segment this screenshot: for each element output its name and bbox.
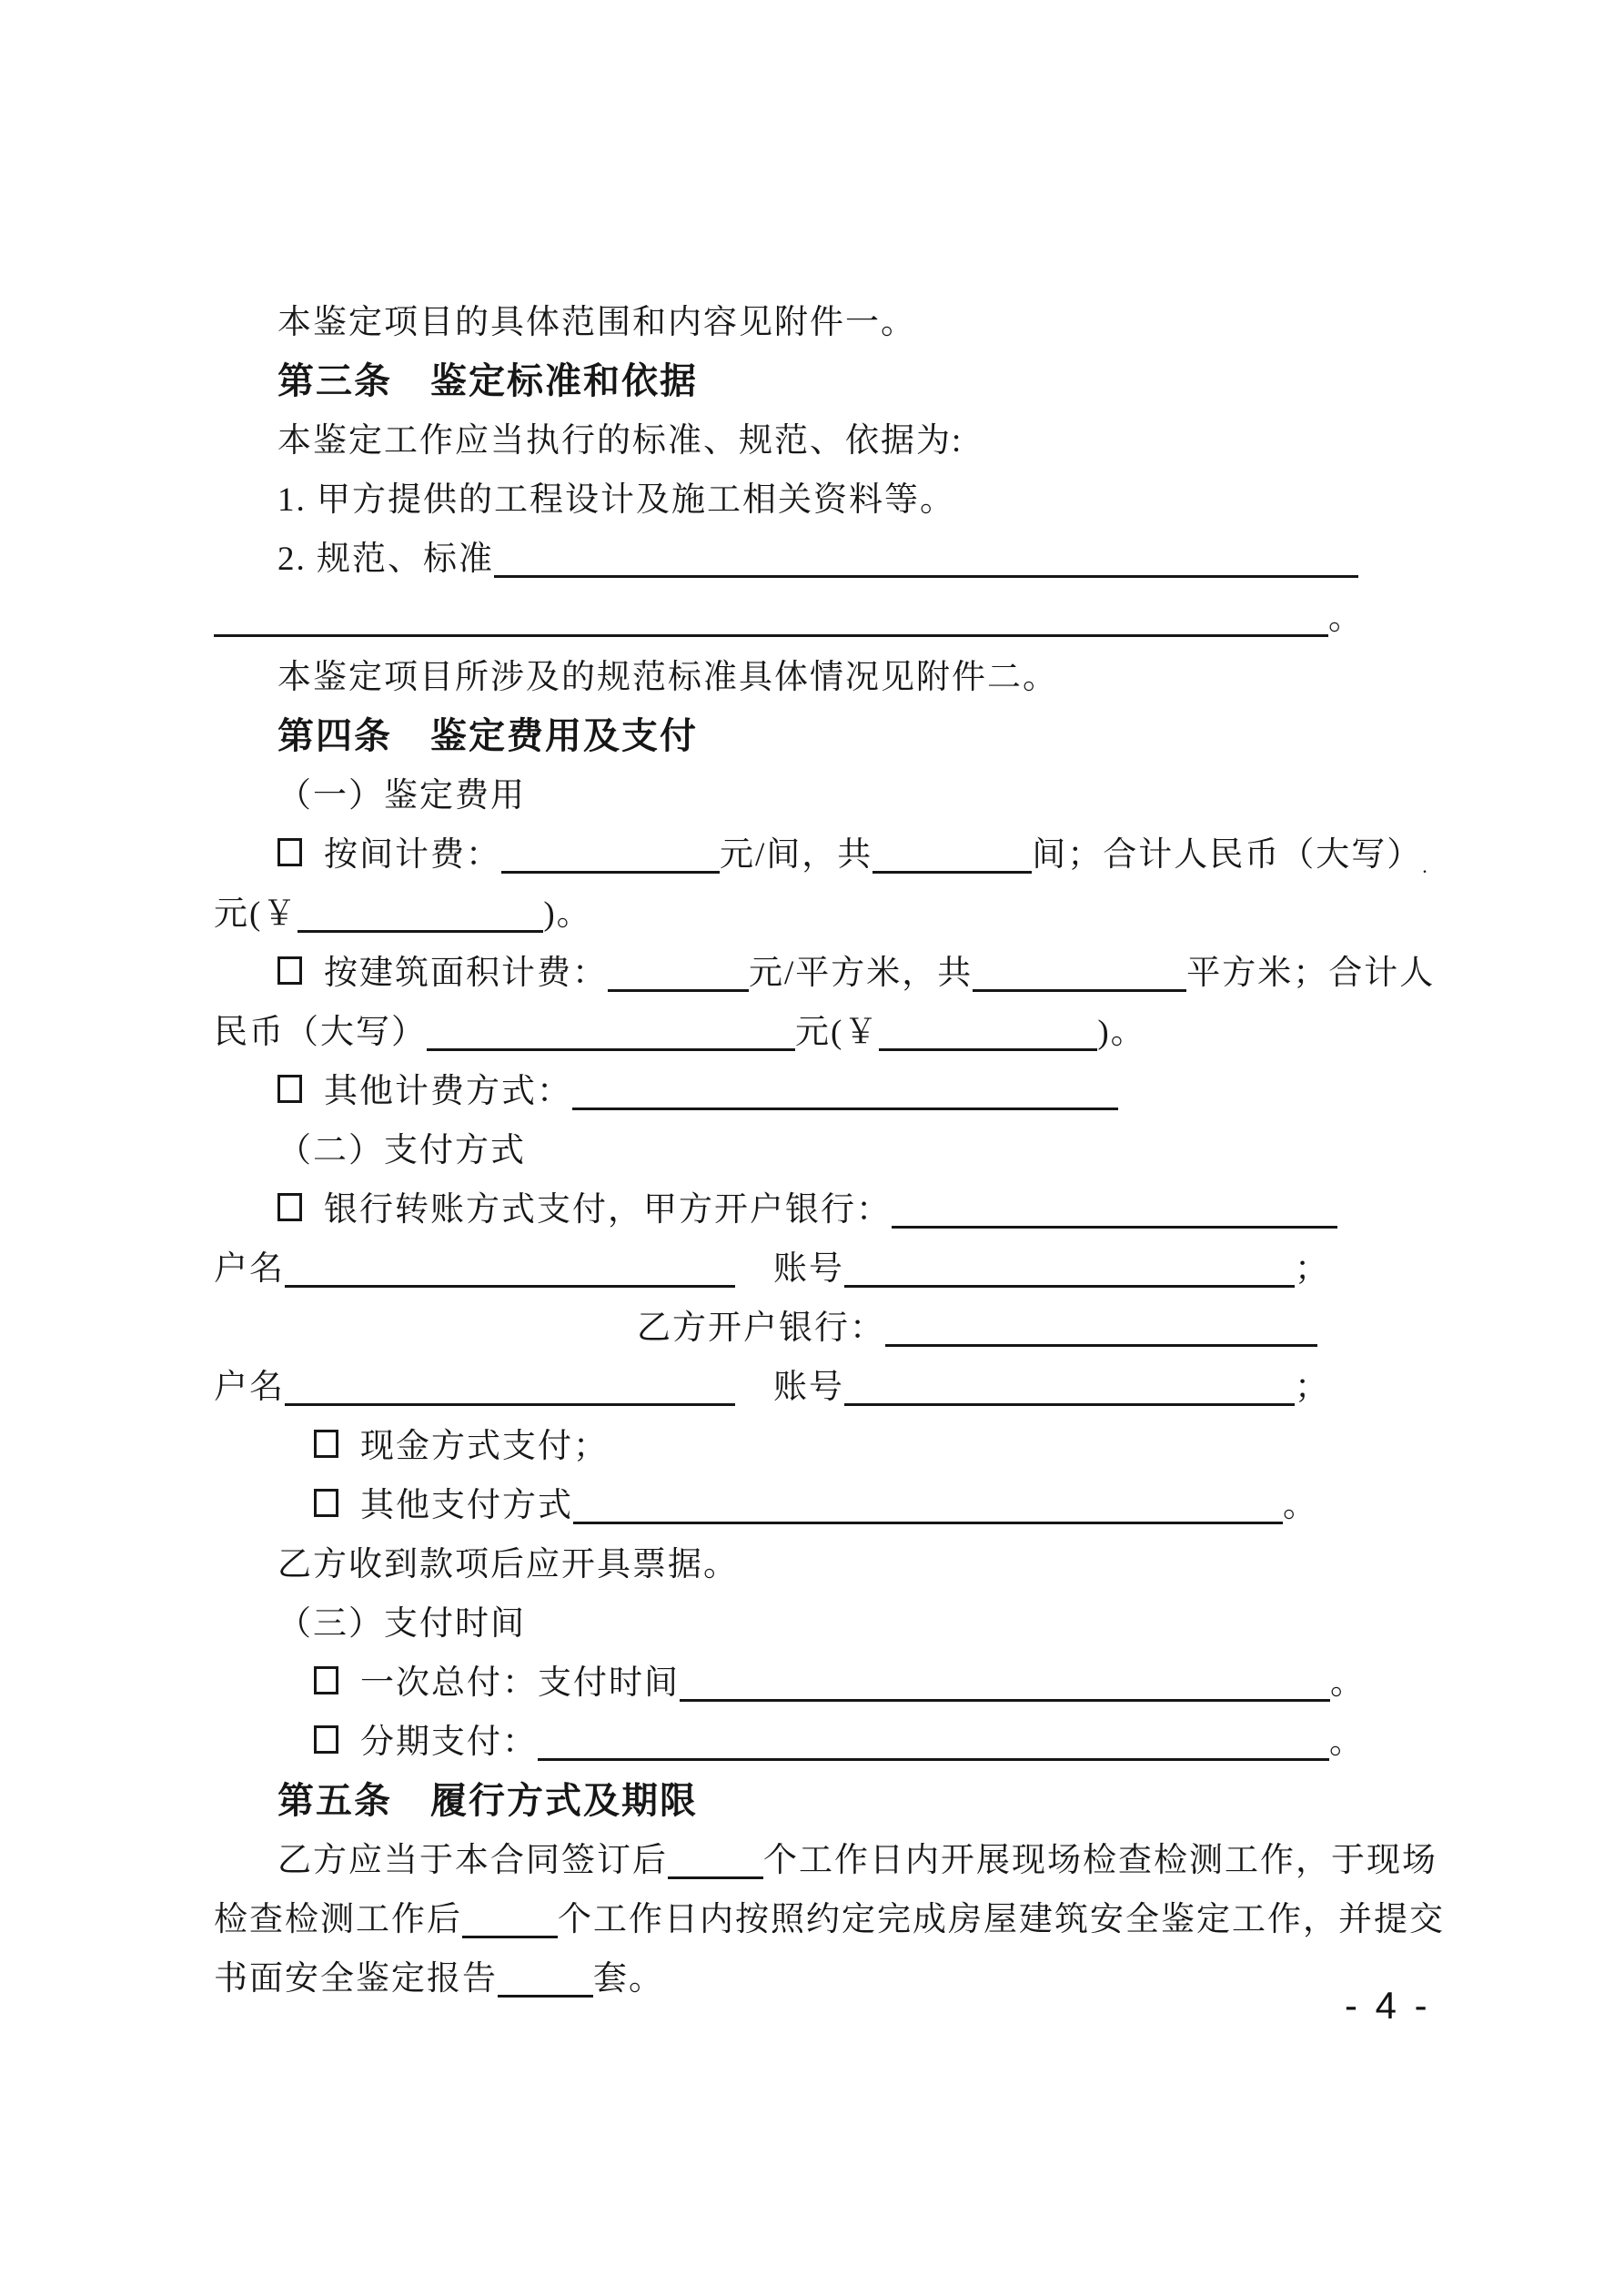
article3-item2-label: 2. 规范、标准 — [277, 541, 494, 578]
checkbox-fee-by-area[interactable] — [277, 956, 302, 985]
fee-other-blank[interactable] — [572, 1108, 1118, 1110]
account-name-label: 户名 — [214, 1250, 285, 1288]
amount-figures-blank[interactable] — [298, 930, 543, 933]
party-b-bank-label: 乙方开户银行： — [637, 1310, 885, 1347]
article5-p3b: 套。 — [593, 1960, 664, 1998]
price-per-room-blank[interactable] — [501, 871, 720, 874]
party-b-bank-line — [214, 1299, 1428, 1358]
party-a-account-name-blank[interactable] — [285, 1285, 735, 1288]
party-b-account-line — [214, 1358, 1428, 1417]
amount-suffix: )。 — [543, 895, 592, 933]
article5-para-line3 — [214, 1949, 1428, 2008]
article5-p1a: 乙方应当于本合同签订后 — [277, 1842, 668, 1879]
checkbox-pay-bank[interactable] — [277, 1193, 302, 1221]
account-name-label-b: 户名 — [214, 1369, 285, 1406]
article5-heading-text: 第五条 履行方式及期限 — [277, 1781, 698, 1821]
pay-other-option — [214, 1476, 1428, 1535]
checkbox-pay-installment[interactable] — [314, 1725, 338, 1754]
article4-heading — [214, 707, 1428, 766]
pay-once-option — [214, 1654, 1428, 1713]
fee-by-area-unit: 元/平方米，共 — [749, 955, 973, 992]
section-payment-title — [214, 1121, 1428, 1180]
item2-end-period: 。 — [1328, 600, 1364, 637]
checkbox-fee-other[interactable] — [277, 1075, 302, 1103]
section-paytime-title — [214, 1594, 1428, 1654]
checkbox-pay-once[interactable] — [314, 1666, 338, 1694]
article3-item1-text: 1. 甲方提供的工程设计及施工相关资料等。 — [277, 481, 955, 519]
fee-by-room-mid: 间；合计人民币（大写） — [1032, 836, 1423, 874]
article3-note — [214, 648, 1428, 707]
article5-heading — [214, 1772, 1428, 1831]
section-payment-title-text: （二）支付方式 — [277, 1132, 526, 1169]
article5-para-line2 — [214, 1890, 1445, 1949]
fee-by-area-mid: 平方米；合计人 — [1186, 955, 1436, 992]
party-b-bank-blank[interactable] — [885, 1344, 1317, 1347]
party-a-account-line — [214, 1239, 1428, 1299]
pay-installment-option — [214, 1713, 1428, 1772]
room-count-blank[interactable] — [873, 871, 1032, 874]
page-number: - 4 - — [1345, 1984, 1431, 2027]
area-amount-prefix: 元(￥ — [795, 1014, 880, 1051]
fee-by-room-option — [214, 825, 1428, 885]
article3-item2 — [214, 530, 1428, 589]
article5-para-line1 — [214, 1831, 1437, 1890]
workdays-start-blank[interactable] — [668, 1876, 763, 1879]
area-cont-prefix: 民币（大写） — [214, 1014, 427, 1051]
party-a-bank-blank[interactable] — [892, 1226, 1337, 1229]
section-fee-title — [214, 766, 1428, 825]
article5-p2b: 个工作日内按照约定完成房屋建筑安全鉴定工作，并提交 — [558, 1901, 1445, 1938]
area-amount-suffix: )。 — [1097, 1014, 1146, 1051]
fee-by-room-unit: 元/间，共 — [720, 836, 873, 874]
fee-by-area-amount — [214, 1003, 1428, 1062]
intro-text: 本鉴定项目的具体范围和内容见附件一。 — [277, 304, 916, 341]
party-b-account-no-blank[interactable] — [844, 1403, 1295, 1406]
amount-prefix: 元(￥ — [214, 895, 298, 933]
intro-paragraph — [214, 293, 1428, 352]
semicolon-b: ； — [1295, 1369, 1330, 1406]
pay-other-blank[interactable] — [573, 1522, 1283, 1524]
pay-once-period: 。 — [1330, 1664, 1366, 1702]
article3-item2-continuation — [214, 589, 1428, 648]
article3-heading — [214, 352, 1428, 411]
checkbox-pay-other[interactable] — [314, 1489, 338, 1517]
account-no-label: 账号 — [773, 1250, 844, 1288]
section-paytime-title-text: （三）支付时间 — [277, 1605, 526, 1643]
pay-once-label: 一次总付：支付时间 — [360, 1664, 680, 1702]
standards-fill-blank-line2[interactable] — [214, 634, 1328, 637]
checkbox-fee-by-room[interactable] — [277, 838, 302, 866]
fee-by-room-amount — [214, 885, 1428, 944]
article4-heading-text: 第四条 鉴定费用及支付 — [277, 716, 698, 756]
fee-by-area-option — [214, 944, 1436, 1003]
area-amount-figures-blank[interactable] — [879, 1048, 1097, 1051]
pay-installment-blank[interactable] — [538, 1758, 1329, 1761]
pay-installment-label: 分期支付： — [360, 1724, 538, 1761]
article5-p3a: 书面安全鉴定报告 — [214, 1960, 498, 1998]
fee-by-area-label: 按建筑面积计费： — [324, 955, 608, 992]
standards-fill-blank[interactable] — [494, 575, 1358, 578]
article5-p2a: 检查检测工作后 — [214, 1901, 462, 1938]
workdays-finish-blank[interactable] — [462, 1936, 558, 1938]
section-fee-title-text: （一）鉴定费用 — [277, 777, 526, 814]
article3-lead — [214, 411, 1428, 470]
receipt-note — [214, 1535, 1428, 1594]
fee-by-room-label: 按间计费： — [324, 836, 501, 874]
article3-note-text: 本鉴定项目所涉及的规范标准具体情况见附件二。 — [277, 659, 1058, 696]
article5-p1b: 个工作日内开展现场检查检测工作，于现场 — [763, 1842, 1437, 1879]
receipt-note-text: 乙方收到款项后应开具票据。 — [277, 1546, 739, 1583]
stray-dot: . — [1422, 855, 1427, 877]
pay-other-period: 。 — [1283, 1487, 1318, 1524]
area-total-blank[interactable] — [973, 989, 1186, 992]
pay-once-time-blank[interactable] — [680, 1699, 1330, 1702]
price-per-sqm-blank[interactable] — [608, 989, 749, 992]
pay-cash-option — [214, 1417, 1428, 1476]
report-copies-blank[interactable] — [498, 1995, 593, 1998]
article3-item1 — [214, 470, 1428, 530]
pay-cash-label: 现金方式支付； — [360, 1428, 609, 1465]
checkbox-pay-cash[interactable] — [314, 1430, 338, 1458]
article3-lead-text: 本鉴定工作应当执行的标准、规范、依据为: — [277, 422, 963, 460]
pay-bank-option — [214, 1180, 1428, 1239]
article3-heading-text: 第三条 鉴定标准和依据 — [277, 361, 698, 401]
pay-other-label: 其他支付方式 — [360, 1487, 573, 1524]
semicolon: ； — [1295, 1250, 1330, 1288]
contract-body — [214, 293, 1445, 2008]
account-no-label-b: 账号 — [773, 1369, 844, 1406]
party-a-account-no-blank[interactable] — [844, 1285, 1295, 1288]
pay-bank-label: 银行转账方式支付，甲方开户银行： — [324, 1191, 892, 1229]
amount-words-blank[interactable] — [427, 1048, 795, 1051]
fee-other-label: 其他计费方式： — [324, 1073, 572, 1110]
pay-installment-period: 。 — [1329, 1724, 1365, 1761]
party-b-account-name-blank[interactable] — [285, 1403, 735, 1406]
fee-other-option — [214, 1062, 1428, 1121]
